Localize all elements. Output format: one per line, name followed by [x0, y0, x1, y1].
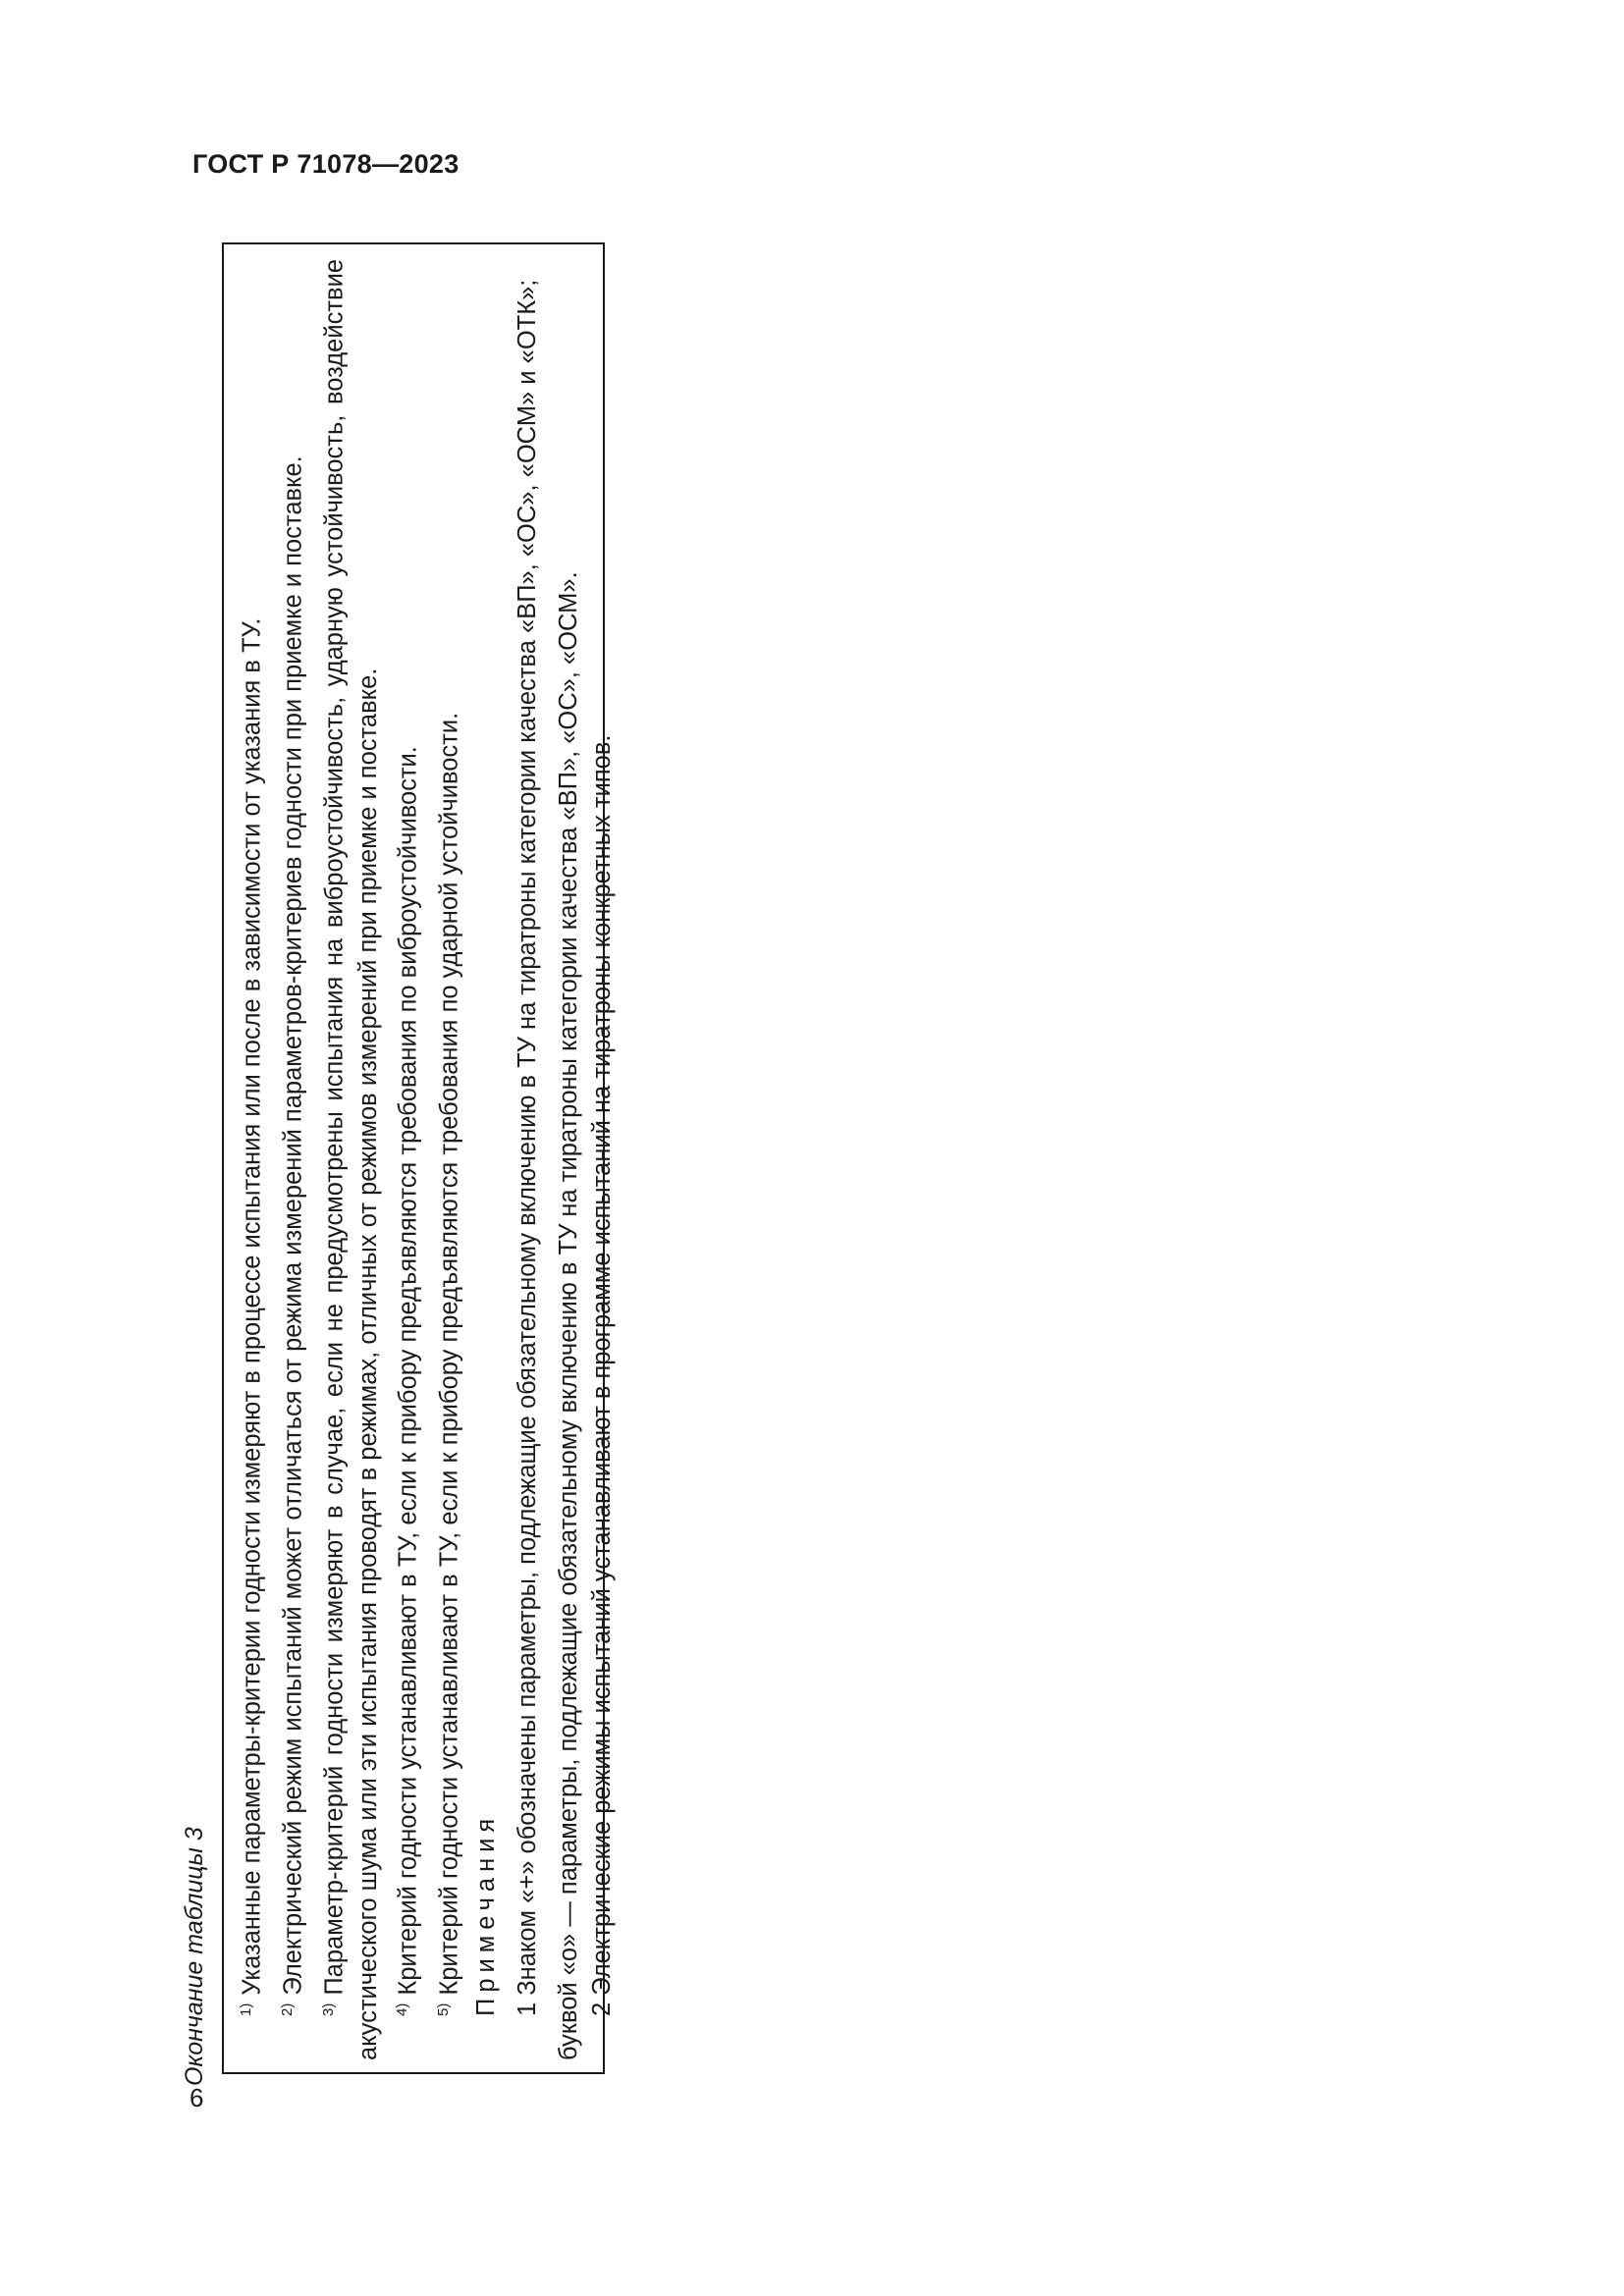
page-number: 6: [189, 2083, 204, 2112]
footnote-text: Электрический режим испытаний может отличаться от режима измерений параметров-критериев годности при приемке и поставке.: [279, 455, 307, 1996]
notes-heading: Примечания: [472, 1812, 500, 2016]
footnotes-box: [222, 242, 616, 2074]
footnote-text: Указанные параметры-критерии годности измеряют в процессе испытания или после в зависимости от указания в ТУ.: [238, 617, 266, 1996]
footnote-text: Критерий годности устанавливают в ТУ, если к прибору предъявляются требования по виброустойчивости.: [394, 746, 422, 1996]
note-1: 1 Знаком «+» обозначены параметры, подлежащие обязательному включению в ТУ на тиратроны категории качества «ВП», «ОС», «ОСМ» и «ОТК»;: [514, 279, 541, 2016]
footnote-3-continuation: акустического шума или эти испытания проводят в режимах, отличных от режимов измерений при приемке и поставке.: [354, 667, 382, 2060]
footnote-text: Критерий годности устанавливают в ТУ, если к прибору предъявляются требования по ударной устойчивости.: [435, 712, 463, 1996]
footnote-2: [280, 455, 306, 2016]
footnote-5: [436, 713, 462, 2016]
footnote-mark: 1): [238, 2002, 254, 2016]
footnote-mark: 2): [279, 2002, 296, 2016]
rotated-table-end: [181, 240, 616, 2086]
document-header: ГОСТ Р 71078—2023: [192, 149, 460, 179]
footnote-mark: 5): [435, 2002, 452, 2016]
footnote-3: [321, 259, 348, 2016]
footnote-mark: 4): [394, 2002, 410, 2016]
footnote-text: Параметр-критерий годности измеряют в случае, если не предусмотрены испытания на виброустойчивость, ударную устойчивость, воздействие: [320, 259, 349, 1996]
note-1-continuation: буквой «о» — параметры, подлежащие обязательному включению в ТУ на тиратроны категории качества «ВП», «ОС», «ОСМ».: [555, 571, 582, 2060]
footnote-4: [395, 746, 421, 2016]
note-2: 2 Электрические режимы испытаний устанавливают в программе испытаний на тиратроны конкретных типов.: [588, 734, 616, 2016]
footnote-1: [239, 618, 265, 2016]
footnote-mark: 3): [320, 2002, 337, 2016]
table-caption: Окончание таблицы 3: [181, 1827, 208, 2086]
